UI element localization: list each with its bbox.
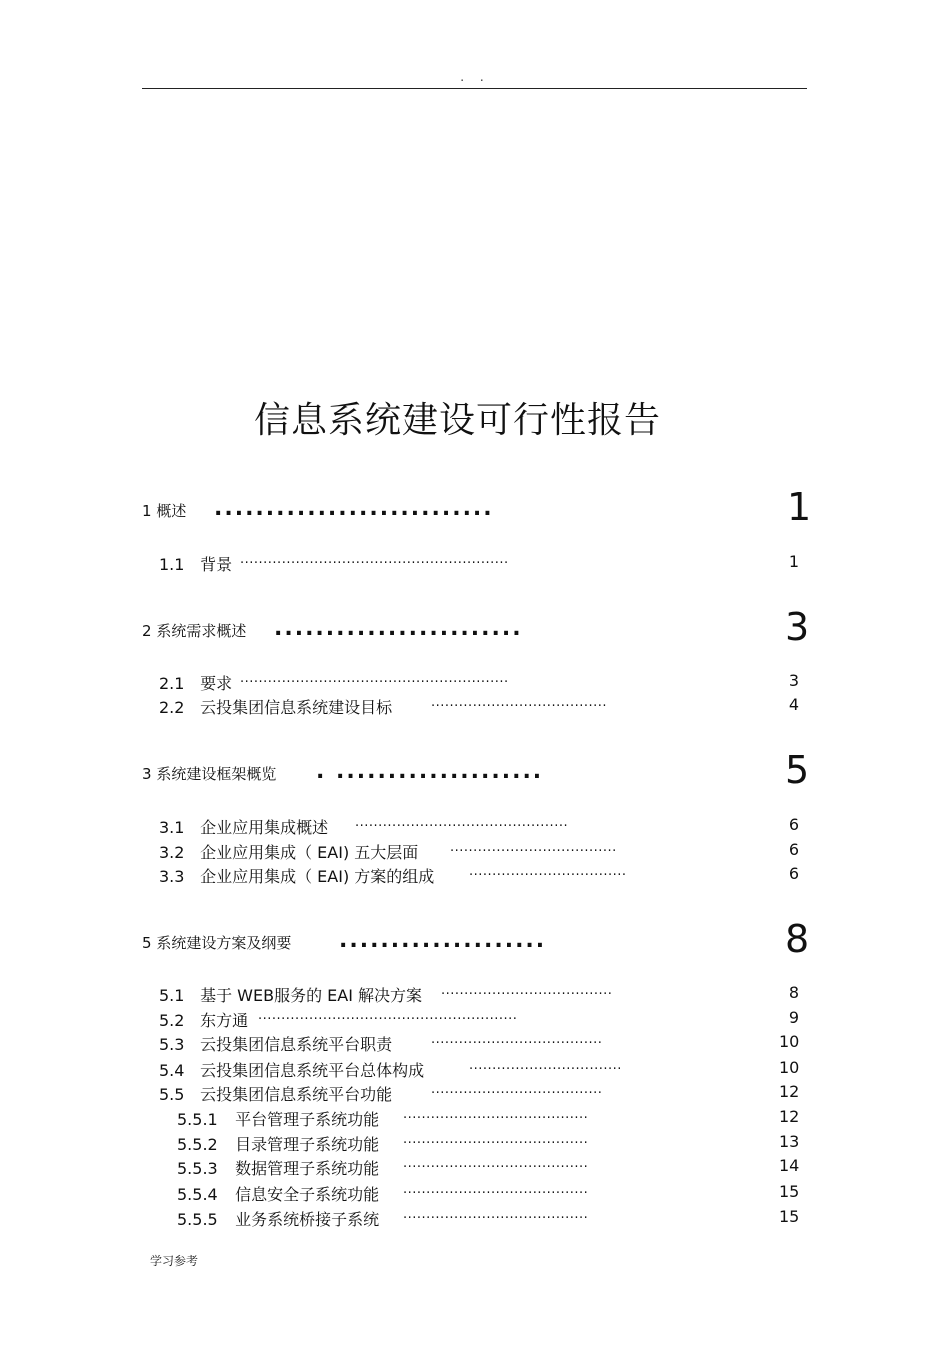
toc-page-number: 4 <box>788 695 799 714</box>
toc-subsection-5-5-2[interactable] <box>177 1132 800 1155</box>
toc-chapter-number: 3 <box>142 765 152 783</box>
toc-section-label: 云投集团信息系统建设目标 <box>200 698 393 717</box>
toc-section-5-2[interactable] <box>159 1008 799 1031</box>
toc-subsection-5-5-5[interactable] <box>177 1207 800 1230</box>
toc-dot-leader: ........................................ <box>403 1132 589 1147</box>
toc-page-number: 6 <box>788 864 799 883</box>
toc-chapter-number: 2 <box>142 622 152 640</box>
toc-page-number: 15 <box>779 1182 800 1201</box>
toc-chapter-2[interactable] <box>142 605 810 649</box>
toc-section-5-3[interactable] <box>159 1032 800 1055</box>
toc-dot-leader: . .................... <box>316 759 544 784</box>
header-dots: . . <box>460 70 490 84</box>
toc-section-number: 3.3 <box>159 867 185 886</box>
toc-section-number: 5.5.5 <box>177 1210 218 1229</box>
toc-section-number: 3.1 <box>159 818 185 837</box>
toc-section-number: 5.5 <box>159 1085 185 1104</box>
toc-section-label: 数据管理子系统功能 <box>235 1159 380 1178</box>
toc-dot-leader: ........................................ <box>403 1156 589 1171</box>
toc-section-number: 5.4 <box>159 1061 185 1080</box>
toc-page-number: 1 <box>788 552 799 571</box>
toc-section-number: 5.3 <box>159 1035 185 1054</box>
toc-section-label: 东方通 <box>200 1011 249 1030</box>
toc-dot-leader: ........................................ <box>403 1207 589 1222</box>
toc-page-number: 6 <box>788 840 799 859</box>
page-footer: 学习参考 <box>150 1254 199 1268</box>
toc-dot-leader: ........................................ <box>403 1182 589 1197</box>
toc-subsection-5-5-1[interactable] <box>177 1107 800 1130</box>
toc-section-label: 基于 WEB服务的 EAI 解决方案 <box>200 986 423 1005</box>
document-title: 信息系统建设可行性报告 <box>253 400 661 441</box>
toc-section-label: 企业应用集成概述 <box>200 818 329 837</box>
toc-chapter-label: 系统需求概述 <box>156 622 247 640</box>
toc-section-label: 平台管理子系统功能 <box>235 1110 380 1129</box>
toc-section-label: 云投集团信息系统平台总体构成 <box>200 1061 425 1080</box>
toc-dot-leader: .......................................................... <box>240 552 509 567</box>
toc-section-number: 2.1 <box>159 674 185 693</box>
toc-dot-leader: ........................................ <box>403 1107 589 1122</box>
toc-section-label: 业务系统桥接子系统 <box>235 1210 380 1229</box>
toc-section-number: 5.5.1 <box>177 1110 218 1129</box>
toc-chapter-label: 系统建设方案及纲要 <box>156 934 292 952</box>
toc-dot-leader: .................... <box>339 928 547 953</box>
toc-section-number: 5.5.2 <box>177 1135 218 1154</box>
toc-page-number: 9 <box>788 1008 799 1027</box>
toc-page-number: 10 <box>779 1058 800 1077</box>
toc-section-3-1[interactable] <box>159 815 799 838</box>
toc-subsection-5-5-4[interactable] <box>177 1182 800 1205</box>
toc-page-number: 8 <box>788 983 799 1002</box>
toc-dot-leader: ........................ <box>274 616 523 641</box>
toc-section-number: 5.2 <box>159 1011 185 1030</box>
toc-section-number: 5.5.3 <box>177 1159 218 1178</box>
toc-page-number: 3 <box>785 605 810 649</box>
toc-chapter-3[interactable] <box>142 748 810 792</box>
toc-page-number: 12 <box>779 1082 800 1101</box>
toc-section-1-1[interactable] <box>159 552 799 575</box>
toc-section-number: 1.1 <box>159 555 185 574</box>
toc-dot-leader: ................................. <box>469 1058 622 1073</box>
toc-section-number: 5.5.4 <box>177 1185 218 1204</box>
toc-chapter-number: 5 <box>142 934 152 952</box>
toc-page-number: 13 <box>779 1132 800 1151</box>
toc-section-label: 背景 <box>200 555 233 574</box>
toc-section-5-1[interactable] <box>159 983 799 1006</box>
toc-section-number: 5.1 <box>159 986 185 1005</box>
toc-dot-leader: ...................................... <box>431 695 608 710</box>
toc-section-number: 3.2 <box>159 843 185 862</box>
toc-section-number: 2.2 <box>159 698 185 717</box>
toc-section-5-5[interactable] <box>159 1082 800 1105</box>
toc-section-label: 企业应用集成（ EAI) 方案的组成 <box>200 867 435 886</box>
toc-page-number: 8 <box>785 917 810 961</box>
toc-section-label: 云投集团信息系统平台职责 <box>200 1035 393 1054</box>
toc-section-label: 目录管理子系统功能 <box>235 1135 380 1154</box>
toc-page-number: 14 <box>779 1156 800 1175</box>
toc-dot-leader: ..................................... <box>431 1032 603 1047</box>
toc-page-number: 1 <box>787 485 812 529</box>
toc-section-label: 云投集团信息系统平台功能 <box>200 1085 393 1104</box>
toc-dot-leader: .................................... <box>450 840 617 855</box>
toc-chapter-label: 系统建设框架概览 <box>156 765 277 783</box>
toc-section-3-2[interactable] <box>159 840 799 863</box>
header-rule <box>142 88 807 89</box>
toc-page-number: 12 <box>779 1107 800 1126</box>
toc-section-label: 信息安全子系统功能 <box>235 1185 380 1204</box>
toc-chapter-5[interactable] <box>142 917 810 961</box>
toc-section-label: 企业应用集成（ EAI) 五大层面 <box>200 843 419 862</box>
toc-section-label: 要求 <box>200 674 233 693</box>
toc-page-number: 6 <box>788 815 799 834</box>
toc-page-number: 10 <box>779 1032 800 1051</box>
toc-subsection-5-5-3[interactable] <box>177 1156 800 1179</box>
toc-section-3-3[interactable] <box>159 864 799 887</box>
toc-dot-leader: ........................... <box>214 496 494 521</box>
toc-page-number: 3 <box>788 671 799 690</box>
toc-chapter-number: 1 <box>142 502 152 520</box>
toc-section-2-2[interactable] <box>159 695 799 718</box>
toc-dot-leader: .................................. <box>469 864 627 879</box>
toc-page-number: 15 <box>779 1207 800 1226</box>
toc-section-2-1[interactable] <box>159 671 799 694</box>
toc-dot-leader: ..................................... <box>431 1082 603 1097</box>
toc-dot-leader: ..................................... <box>441 983 613 998</box>
toc-section-5-4[interactable] <box>159 1058 800 1081</box>
toc-dot-leader: .............................................. <box>355 815 569 830</box>
toc-chapter-label: 概述 <box>156 502 187 520</box>
toc-page-number: 5 <box>785 748 810 792</box>
toc-dot-leader: .......................................................... <box>240 671 509 686</box>
toc-chapter-1[interactable] <box>142 485 812 529</box>
toc-dot-leader: ........................................................ <box>258 1008 518 1023</box>
